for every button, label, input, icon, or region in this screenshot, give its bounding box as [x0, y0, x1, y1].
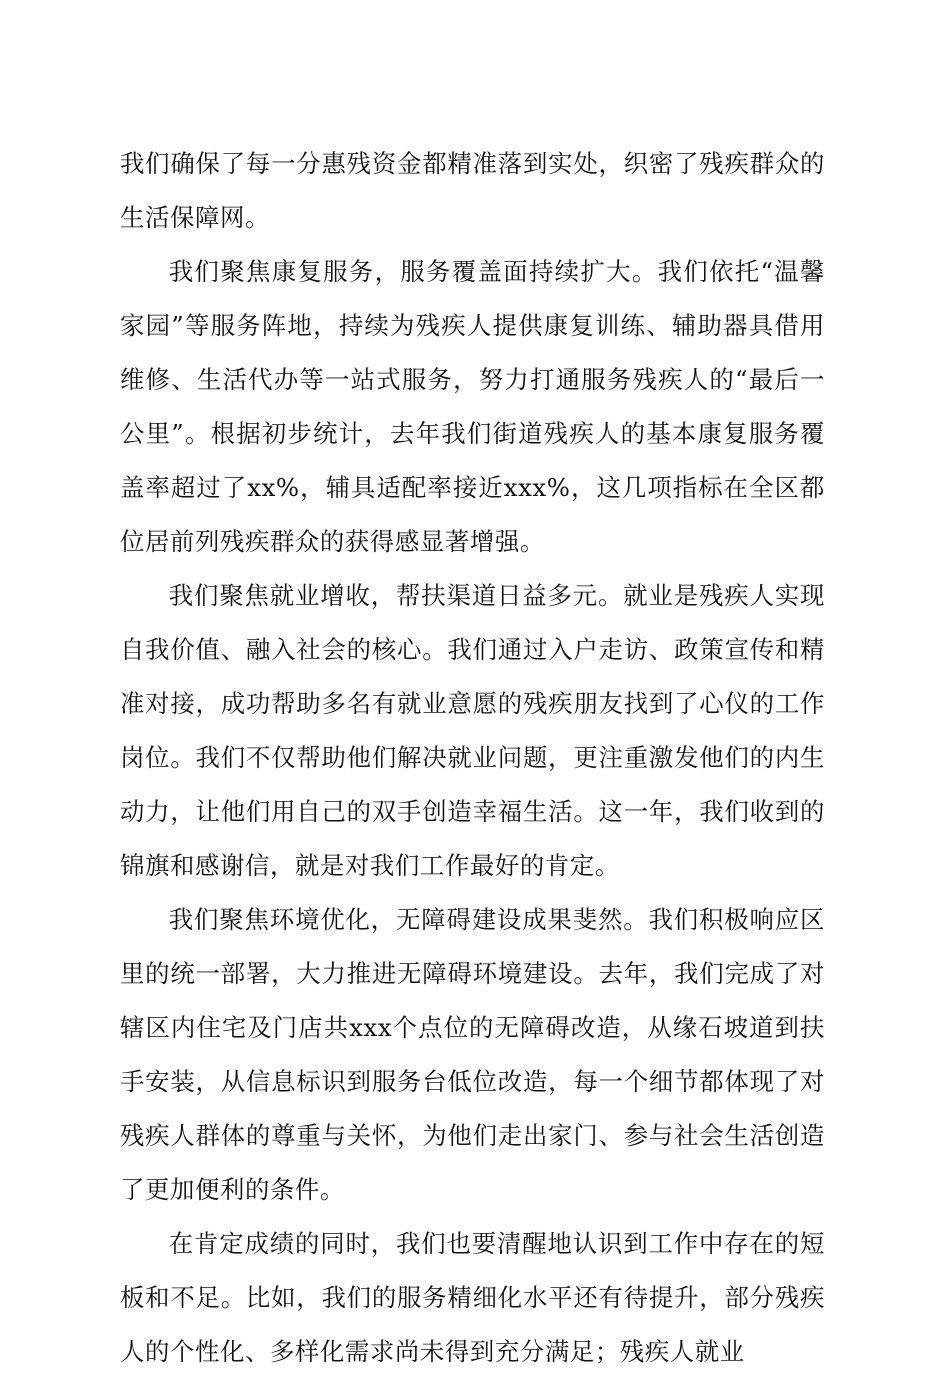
document-page	[120, 137, 825, 1379]
paragraph-accessibility: 我们聚焦环境优化，无障碍建设成果斐然。我们积极响应区里的统一部署，大力推进无障碍环境建设。去年，我们完成了对辖区内住宅及门店共xxx个点位的无障碍改造，从缘石坡道到扶手安装，从信息标识到服务台低位改造，每一个细节都体现了对残疾人群体的尊重与关怀，为他们走出家门、参与社会生活创造了更加便利的条件。	[120, 905, 825, 1204]
paragraph-employment: 我们聚焦就业增收，帮扶渠道日益多元。就业是残疾人实现自我价值、融入社会的核心。我们通过入户走访、政策宣传和精准对接，成功帮助多名有就业意愿的残疾朋友找到了心仪的工作岗位。我们不仅帮助他们解决就业问题，更注重激发他们的内生动力，让他们用自己的双手创造幸福生活。这一年，我们收到的锦旗和感谢信，就是对我们工作最好的肯定。	[120, 581, 825, 880]
paragraph-rehabilitation: 我们聚焦康复服务，服务覆盖面持续扩大。我们依托“温馨家园”等服务阵地，持续为残疾人提供康复训练、辅助器具借用维修、生活代办等一站式服务，努力打通服务残疾人的“最后一公里”。根据初步统计，去年我们街道残疾人的基本康复服务覆盖率超过了xx%，辅具适配率接近xxx%，这几项指标在全区都位居前列残疾群众的获得感显著增强。	[120, 257, 825, 556]
paragraph-continuation: 我们确保了每一分惠残资金都精准落到实处，织密了残疾群众的生活保障网。	[120, 149, 825, 232]
paragraph-shortcomings: 在肯定成绩的同时，我们也要清醒地认识到工作中存在的短板和不足。比如，我们的服务精细化水平还有待提升，部分残疾人的个性化、多样化需求尚未得到充分满足；残疾人就业	[120, 1229, 825, 1366]
